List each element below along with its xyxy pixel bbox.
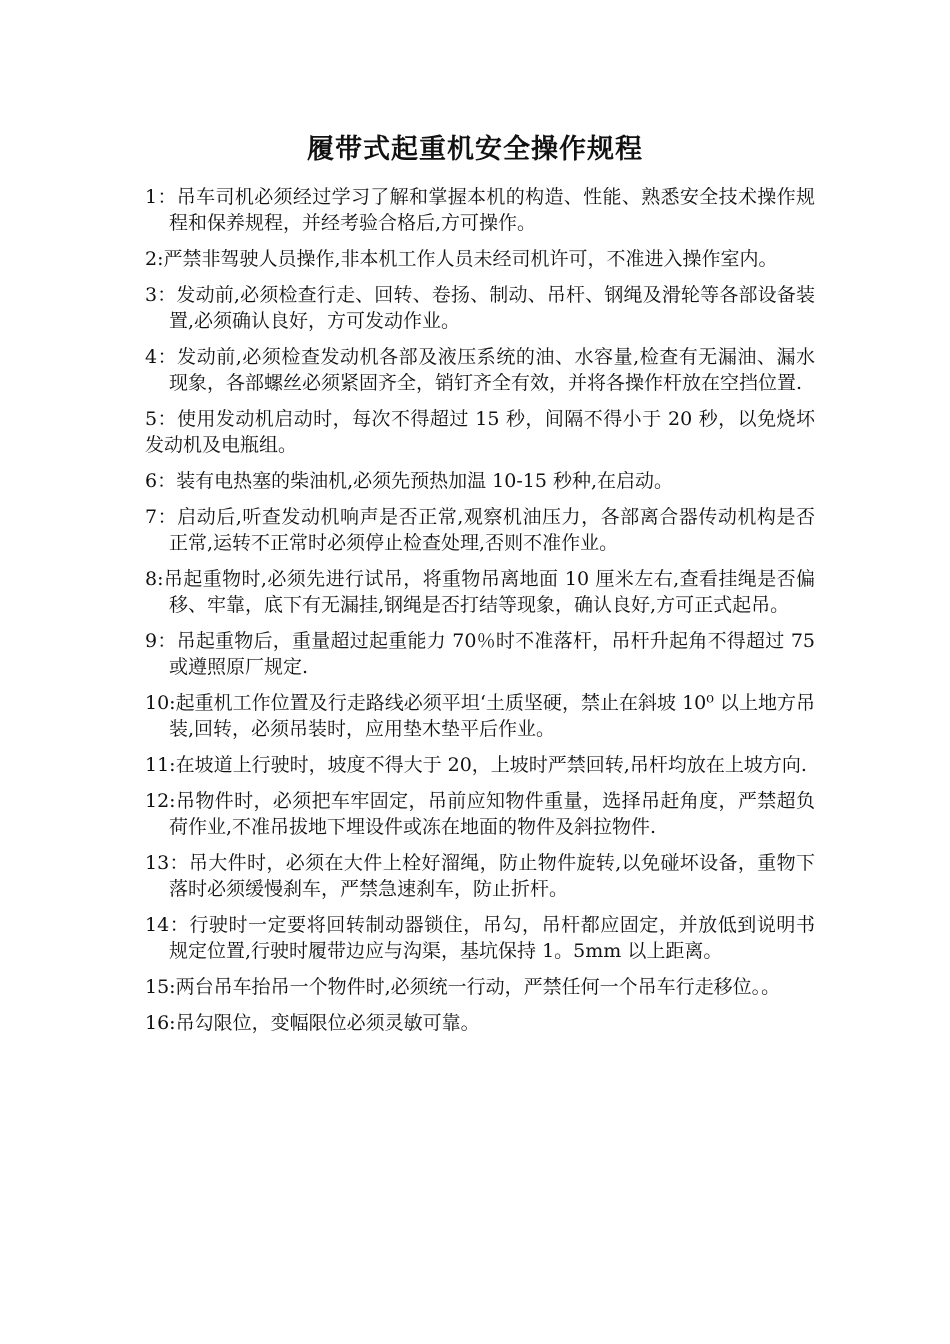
rule-item-1: 1：吊车司机必须经过学习了解和掌握本机的构造、性能、熟悉安全技术操作规程和保养规程，并经考验合格后,方可操作。 bbox=[145, 186, 815, 234]
rule-item-6: 6：装有电热塞的柴油机,必须先预热加温 10-15 秒种,在启动。 bbox=[145, 470, 674, 492]
rule-item-15: 15:两台吊车抬吊一个物件时,必须统一行动，严禁任何一个吊车行走移位。。 bbox=[145, 976, 781, 998]
rule-item-4: 4：发动前,必须检查发动机各部及液压系统的油、水容量,检查有无漏油、漏水现象，各部螺丝必须紧固齐全，销钉齐全有效，并将各操作杆放在空挡位置. bbox=[145, 346, 815, 394]
rule-item-7: 7：启动后,听查发动机响声是否正常,观察机油压力，各部离合器传动机构是否正常,运转不正常时必须停止检查处理,否则不准作业。 bbox=[145, 506, 815, 554]
rule-item-2: 2:严禁非驾驶人员操作,非本机工作人员未经司机许可，不准进入操作室内。 bbox=[145, 248, 778, 270]
rule-item-9: 9：吊起重物后，重量超过起重能力 70％时不准落杆，吊杆升起角不得超过 75 或遵照原厂规定. bbox=[145, 630, 815, 678]
document-title: 履带式起重机安全操作规程 bbox=[307, 134, 643, 165]
rule-item-16: 16:吊勾限位，变幅限位必须灵敏可靠。 bbox=[145, 1012, 480, 1034]
rule-item-11: 11:在坡道上行驶时，坡度不得大于 20，上坡时严禁回转,吊杆均放在上坡方向. bbox=[145, 754, 807, 776]
rule-item-10: 10:起重机工作位置及行走路线必须平坦‘土质坚硬，禁止在斜坡 10⁰ 以上地方吊装,回转，必须吊装时，应用垫木垫平后作业。 bbox=[145, 692, 815, 740]
rule-item-5: 5：使用发动机启动时，每次不得超过 15 秒，间隔不得小于 20 秒，以免烧坏发动机及电瓶组。 bbox=[145, 408, 815, 456]
rule-item-3: 3：发动前,必须检查行走、回转、卷扬、制动、吊杆、钢绳及滑轮等各部设备装置,必须确认良好，方可发动作业。 bbox=[145, 284, 815, 332]
rule-item-8: 8:吊起重物时,必须先进行试吊，将重物吊离地面 10 厘米左右,查看挂绳是否偏移、牢靠，底下有无漏挂,钢绳是否打结等现象，确认良好,方可正式起吊。 bbox=[145, 568, 815, 616]
rule-item-13: 13：吊大件时，必须在大件上栓好溜绳，防止物件旋转,以免碰坏设备，重物下落时必须缓慢刹车，严禁急速刹车，防止折杆。 bbox=[145, 852, 815, 900]
rule-item-14: 14：行驶时一定要将回转制动器锁住，吊勾，吊杆都应固定，并放低到说明书规定位置,行驶时履带边应与沟渠，基坑保持 1。5mm 以上距离。 bbox=[145, 914, 815, 962]
rules-list bbox=[145, 184, 815, 1046]
rule-item-12: 12:吊物件时，必须把车牢固定，吊前应知物件重量，选择吊赶角度，严禁超负荷作业,不准吊拔地下埋设件或冻在地面的物件及斜拉物件. bbox=[145, 790, 815, 838]
